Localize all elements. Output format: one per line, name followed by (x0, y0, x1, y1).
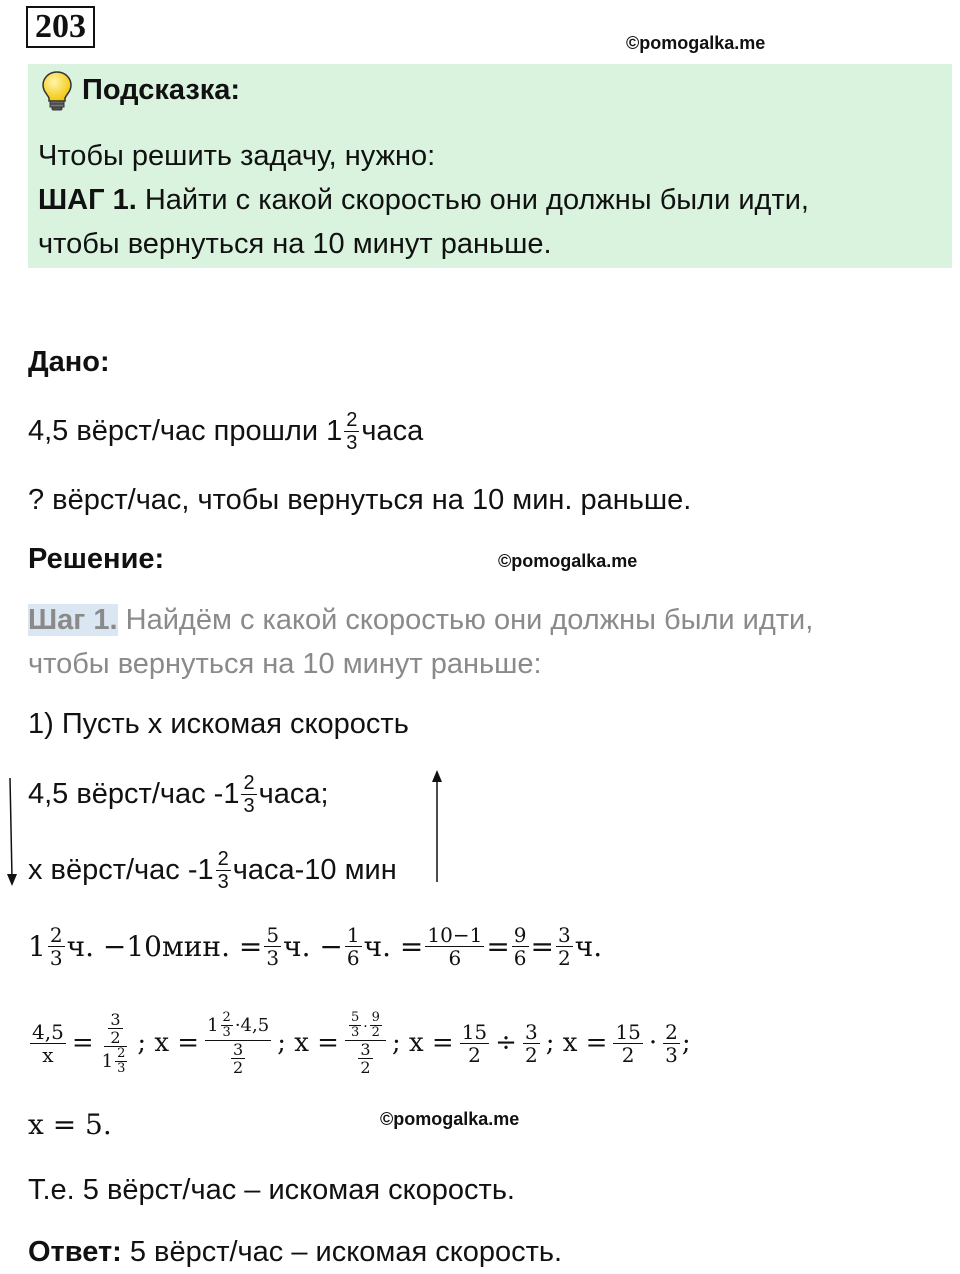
eq2-c-dd: 2 (233, 1057, 244, 1077)
eq1-f3-den: 6 (346, 945, 360, 970)
row-2-fraction (216, 848, 231, 893)
eq2-c-rest: ·4,5 (234, 1014, 270, 1036)
eq1-part-5: = (486, 929, 510, 963)
eq2-c-den (227, 1041, 249, 1076)
eq2-a-den: x (42, 1042, 54, 1067)
eq2-d-n1n: 5 (350, 1009, 360, 1025)
eq1-f4-num: 10−1 (427, 922, 483, 947)
eq2-d-num (345, 1011, 386, 1041)
hint-title: Подсказка: (82, 74, 241, 106)
eq1-f6-den: 2 (557, 945, 571, 970)
given-fraction-numerator: 2 (346, 408, 358, 431)
eq2-d-den-frac (358, 1041, 372, 1076)
solution-step-text-1: Найдём с какой скоростью они должны были идти, (117, 604, 814, 636)
solution-title: Решение: (28, 543, 165, 575)
problem-number: 203 (26, 6, 95, 48)
equation-1 (28, 914, 602, 978)
eq1-fraction-3 (345, 924, 362, 969)
solution-row-1 (28, 764, 329, 824)
eq2-c-fd: 3 (222, 1024, 231, 1040)
given-line-1-suffix: часа (361, 415, 424, 447)
hint-box (28, 64, 952, 268)
eq2-a-num: 4,5 (32, 1019, 64, 1044)
eq2-c-den-frac (231, 1041, 245, 1076)
eq2-b-dd: 3 (117, 1060, 126, 1076)
eq2-g-den: 2 (621, 1042, 635, 1067)
eq2-d-n1 (349, 1011, 361, 1040)
solution-row-2 (28, 840, 397, 900)
eq2-b-num-frac (108, 1011, 122, 1046)
solution-step-text-2: чтобы вернуться на 10 минут раньше: (28, 648, 542, 680)
eq2-sep-3: ; x = (391, 1028, 454, 1058)
row-1-fraction-numerator: 2 (243, 771, 255, 794)
hint-step-text-2: чтобы вернуться на 10 минут раньше. (38, 228, 552, 260)
solution-item-1: 1) Пусть x искомая скорость (28, 708, 409, 740)
hint-step-line-1 (38, 178, 809, 222)
eq2-b-dn: 2 (117, 1045, 126, 1061)
eq1-f1-den: 3 (49, 945, 63, 970)
eq2-d-dn: 3 (360, 1039, 371, 1059)
eq2-d-n2 (370, 1011, 382, 1040)
eq1-part-6: = (530, 929, 554, 963)
eq2-h-den: 3 (665, 1042, 678, 1067)
eq2-equals: = (71, 1028, 94, 1058)
eq2-d-dd: 2 (360, 1057, 371, 1077)
eq1-f1-num: 2 (49, 922, 63, 947)
eq1-fraction-1 (48, 924, 65, 969)
eq1-part-3: ч. − (283, 929, 343, 963)
eq1-fraction-5 (512, 924, 529, 969)
solution-row-1-prefix: 4,5 вёрст/час -1 (28, 778, 240, 810)
eq2-c-dn: 3 (233, 1039, 244, 1059)
eq2-c-num (205, 1011, 271, 1041)
hint-step-label: ШАГ 1. (38, 184, 137, 216)
eq2-b-d-whole: 1 (101, 1050, 114, 1072)
up-arrow-icon (432, 770, 442, 882)
eq2-c-whole: 1 (207, 1014, 219, 1036)
eq2-d-n1d: 3 (350, 1024, 360, 1040)
eq2-g-num: 15 (615, 1019, 641, 1044)
row-1-fraction-denominator: 3 (243, 794, 255, 817)
eq1-part-2: ч. −10мин. = (66, 929, 263, 963)
row-2-fraction-denominator: 3 (217, 870, 229, 893)
lightbulb-icon (40, 70, 74, 117)
eq1-f3-num: 1 (346, 922, 360, 947)
hint-intro: Чтобы решить задачу, нужно: (38, 140, 436, 172)
conclusion: Т.е. 5 вёрст/час – искомая скорость. (28, 1174, 515, 1206)
eq2-fraction-h (663, 1021, 680, 1066)
answer-text: 5 вёрст/час – искомая скорость. (121, 1236, 563, 1268)
eq1-f5-den: 6 (513, 945, 527, 970)
down-arrow-icon (7, 778, 17, 886)
eq2-divide: ÷ (495, 1028, 517, 1058)
eq2-b-nd: 2 (110, 1027, 121, 1047)
eq2-sep-1: ; x = (137, 1028, 200, 1058)
eq1-part-7: ч. (574, 929, 603, 963)
eq2-fraction-e (460, 1021, 489, 1066)
eq1-f6-num: 3 (557, 922, 571, 947)
eq2-d-dot: · (363, 1018, 368, 1035)
eq2-f-den: 2 (524, 1042, 538, 1067)
solution-step-line-1 (28, 598, 813, 642)
row-2-fraction-numerator: 2 (217, 847, 229, 870)
given-title: Дано: (28, 346, 110, 378)
eq1-f2-num: 5 (266, 922, 280, 947)
eq2-end: ; (681, 1028, 691, 1058)
given-fraction-denominator: 3 (346, 431, 358, 454)
row-1-fraction (241, 772, 256, 817)
eq2-fraction-f (523, 1021, 540, 1066)
eq1-f4-den: 6 (448, 945, 462, 970)
eq1-part-4: ч. = (363, 929, 424, 963)
eq2-h-num: 2 (665, 1019, 678, 1044)
watermark-middle: ©pomogalka.me (498, 551, 638, 571)
eq1-fraction-6 (556, 924, 573, 969)
eq1-fraction-4 (425, 924, 484, 969)
eq2-c-num-frac (221, 1011, 233, 1040)
eq2-b-num (104, 1011, 126, 1047)
eq1-f2-den: 3 (266, 945, 280, 970)
eq2-multiply: · (648, 1028, 658, 1058)
eq2-e-num: 15 (461, 1019, 488, 1044)
eq2-b-den (100, 1047, 132, 1076)
watermark-bottom: ©pomogalka.me (380, 1109, 520, 1129)
eq2-fraction-d (345, 1011, 386, 1076)
solution-step-label: Шаг 1. (28, 604, 118, 636)
eq2-b-den-frac (115, 1047, 127, 1076)
given-line-2: ? вёрст/час, чтобы вернуться на 10 мин. раньше. (28, 484, 692, 516)
given-line-1-prefix: 4,5 вёрст/час прошли 1 (28, 415, 343, 447)
eq2-fraction-c (205, 1011, 271, 1076)
eq2-fraction-b (100, 1011, 132, 1076)
answer-label: Ответ: (28, 1236, 122, 1268)
eq2-f-num: 3 (524, 1019, 538, 1044)
given-line-1 (28, 402, 423, 460)
eq2-b-nn: 3 (110, 1009, 121, 1029)
eq2-e-den: 2 (468, 1042, 481, 1067)
eq1-fraction-2 (264, 924, 281, 969)
eq2-d-n2d: 2 (371, 1024, 380, 1040)
equation-2 (28, 994, 691, 1092)
answer-line (28, 1230, 562, 1274)
solution-row-1-suffix: часа; (258, 778, 329, 810)
eq2-sep-4: ; x = (545, 1028, 608, 1058)
eq1-whole: 1 (28, 929, 46, 963)
eq2-fraction-g (613, 1021, 642, 1066)
given-fraction (344, 409, 359, 454)
equation-3: x = 5. (28, 1108, 112, 1141)
hint-step-text-1: Найти с какой скоростью они должны были идти, (136, 184, 809, 216)
eq1-f5-num: 9 (513, 922, 527, 947)
solution-row-2-suffix: часа-10 мин (232, 854, 397, 886)
solution-row-2-prefix: x вёрст/час -1 (28, 854, 214, 886)
eq2-c-fn: 2 (222, 1009, 231, 1025)
watermark-top: ©pomogalka.me (626, 33, 766, 53)
eq2-sep-2: ; x = (277, 1028, 339, 1058)
eq2-fraction-a (30, 1021, 66, 1066)
eq2-d-den (354, 1041, 376, 1076)
eq2-d-n2n: 9 (371, 1009, 380, 1025)
